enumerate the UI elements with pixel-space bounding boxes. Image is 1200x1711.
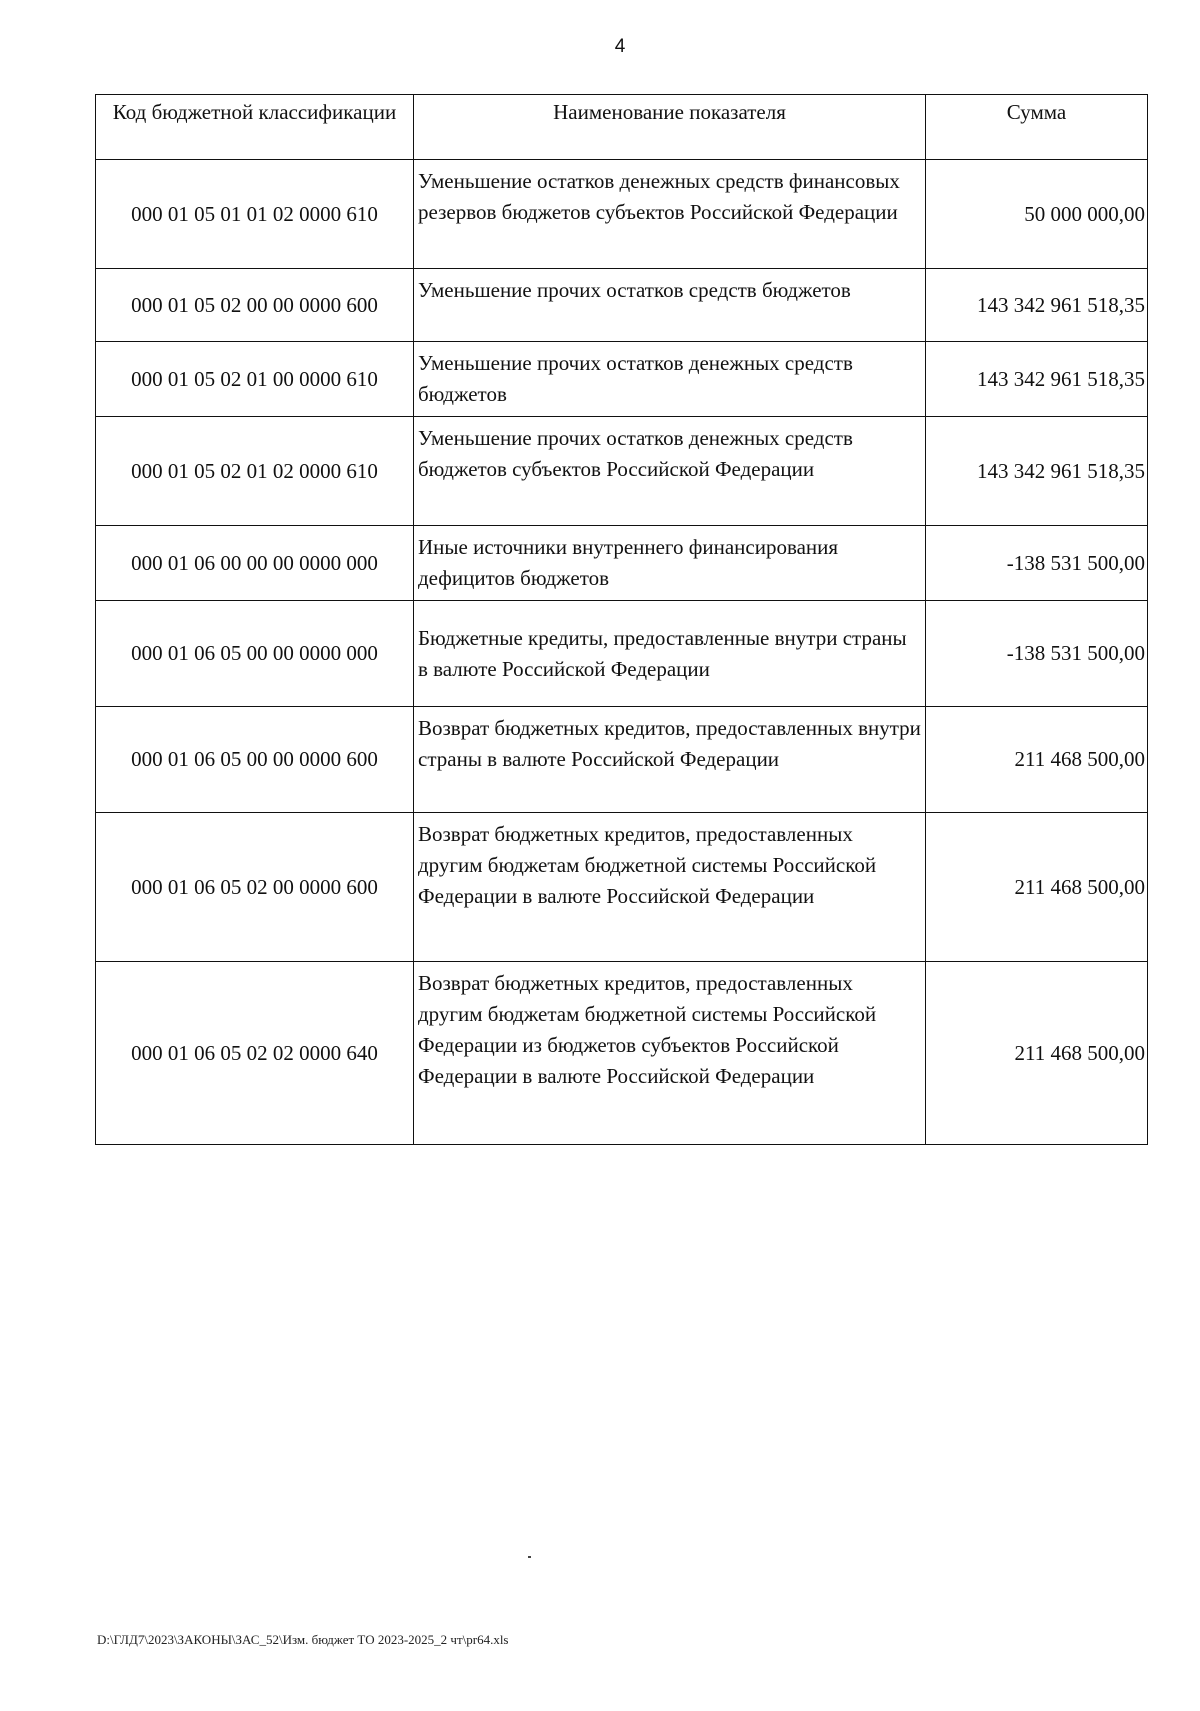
cell-sum: 211 468 500,00 (926, 707, 1148, 813)
cell-code: 000 01 05 02 01 02 0000 610 (96, 417, 414, 526)
cell-name: Возврат бюджетных кредитов, предоставленных внутри страны в валюте Российской Федерации (414, 707, 926, 813)
header-name: Наименование показателя (414, 95, 926, 160)
cell-sum: -138 531 500,00 (926, 526, 1148, 601)
cell-code: 000 01 06 05 02 00 0000 600 (96, 813, 414, 962)
table-row (96, 962, 1148, 1145)
cell-name: Возврат бюджетных кредитов, предоставленных другим бюджетам бюджетной системы Российской Федерации в валюте Российской Федерации (414, 813, 926, 962)
table-row (96, 601, 1148, 707)
cell-sum: -138 531 500,00 (926, 601, 1148, 707)
scan-speck (528, 1556, 531, 1558)
cell-name: Бюджетные кредиты, предоставленные внутри страны в валюте Российской Федерации (414, 601, 926, 707)
cell-name: Уменьшение прочих остатков средств бюджетов (414, 269, 926, 342)
cell-sum: 143 342 961 518,35 (926, 269, 1148, 342)
table-row (96, 813, 1148, 962)
cell-code: 000 01 05 02 01 00 0000 610 (96, 342, 414, 417)
table-row (96, 417, 1148, 526)
table-row (96, 707, 1148, 813)
cell-sum: 50 000 000,00 (926, 160, 1148, 269)
cell-code: 000 01 06 05 00 00 0000 600 (96, 707, 414, 813)
cell-sum: 143 342 961 518,35 (926, 342, 1148, 417)
cell-sum: 211 468 500,00 (926, 962, 1148, 1145)
cell-code: 000 01 05 02 00 00 0000 600 (96, 269, 414, 342)
cell-name: Возврат бюджетных кредитов, предоставленных другим бюджетам бюджетной системы Российской Федерации из бюджетов субъектов Российской Федерации в валюте Российской Федерации (414, 962, 926, 1145)
cell-name: Уменьшение прочих остатков денежных средств бюджетов субъектов Российской Федерации (414, 417, 926, 526)
cell-code: 000 01 05 01 01 02 0000 610 (96, 160, 414, 269)
cell-sum: 211 468 500,00 (926, 813, 1148, 962)
cell-name: Иные источники внутреннего финансирования дефицитов бюджетов (414, 526, 926, 601)
cell-code: 000 01 06 05 00 00 0000 000 (96, 601, 414, 707)
table-row (96, 342, 1148, 417)
page-number: 4 (614, 36, 626, 57)
table-header-row (96, 95, 1148, 160)
table-row (96, 526, 1148, 601)
header-code: Код бюджетной классификации (96, 95, 414, 160)
cell-name: Уменьшение остатков денежных средств финансовых резервов бюджетов субъектов Российской Федерации (414, 160, 926, 269)
table-row (96, 160, 1148, 269)
cell-name: Уменьшение прочих остатков денежных средств бюджетов (414, 342, 926, 417)
budget-sources-table (95, 94, 1148, 1145)
cell-sum: 143 342 961 518,35 (926, 417, 1148, 526)
cell-code: 000 01 06 00 00 00 0000 000 (96, 526, 414, 601)
cell-code: 000 01 06 05 02 02 0000 640 (96, 962, 414, 1145)
table-row (96, 269, 1148, 342)
footer-file-path: D:\ГЛД7\2023\ЗАКОНЫ\ЗАС_52\Изм. бюджет ТО 2023-2025_2 чт\pr64.xls (97, 1632, 509, 1647)
header-sum: Сумма (926, 95, 1148, 160)
